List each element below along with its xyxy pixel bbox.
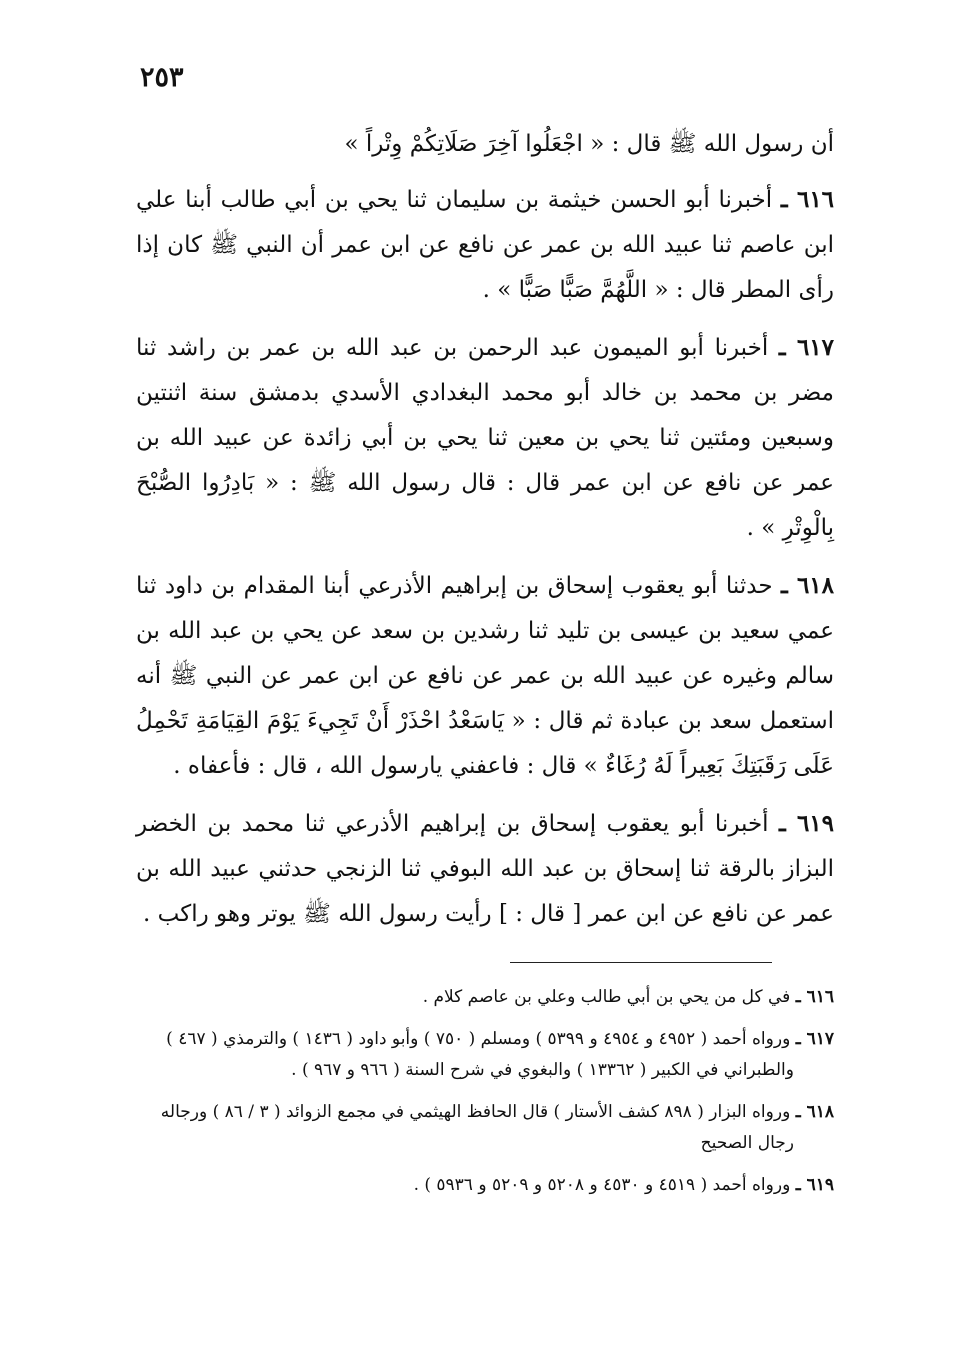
hadith-text: أخبرنا أبو الحسن خيثمة بن سليمان ثنا يحي بن أبي طالب أبنا علي ابن عاصم ثنا عبيد الله بن عمر عن نافع عن ابن عمر أن النبي ﷺ كان إذا رأى المطر قال : « اللَّهُمَّ صَبًّا صَبًّا » . (136, 187, 834, 303)
paragraph-continuation (136, 122, 834, 167)
hadith-number: ٦١٩ ـ (779, 810, 835, 837)
main-text (136, 122, 834, 949)
hadith-618 (136, 563, 834, 789)
footnote-619 (136, 1170, 834, 1201)
footnotes (136, 982, 834, 1212)
footnote-number: ٦١٧ ـ (795, 1029, 834, 1049)
footnote-continuation: والطبراني في الكبير ( ١٣٣٦٢ ) والبغوي في شرح السنة ( ٩٦٦ و ٩٦٧ ) . (291, 1060, 794, 1080)
hadith-text: حدثنا أبو يعقوب إسحاق بن إبراهيم الأذرعي أبنا المقدام بن داود ثنا عمي سعيد بن عيسى بن تليد ثنا رشدين بن سعد عن يحي بن عبد الله بن سالم وغيره عن عبيد الله بن عمر عن نافع عن ابن عمر عن النبي ﷺ أنه استعمل سعد بن عبادة ثم قال : « يَاسَعْدُ احْذَرْ أَنْ تَجِيءَ يَوْمَ القِيَامَةِ تَحْمِلُ عَلَى رَقَبَتِكَ بَعِيراً لَهُ رُغَاءٌ » قال : فاعفني يارسول الله ، قال : فأعفاه . (136, 573, 834, 779)
footnote-text: في كل من يحي بن أبي طالب وعلي بن عاصم كلام . (422, 987, 791, 1007)
footnote-text: ورواه أحمد ( ٤٩٥٢ و ٤٩٥٤ و ٥٣٩٩ ) ومسلم ( ٧٥٠ ) وأبو داود ( ١٤٣٦ ) والترمذي ( ٤٦٧ ) (166, 1029, 791, 1049)
footnote-618 (136, 1097, 834, 1159)
footnote-divider (510, 962, 772, 963)
paragraph-text: أن رسول الله ﷺ قال : « اجْعَلُوا آخِرَ صَلَاتِكُمْ وِتْراً » (344, 131, 834, 157)
footnote-text: ورواه البزار ( ٨٩٨ كشف الأستار ) قال الحافظ الهيثمي في مجمع الزوائد ( ٣ / ٨٦ ) ورجاله (160, 1102, 791, 1122)
hadith-number: ٦١٨ ـ (781, 572, 835, 599)
footnote-number: ٦١٩ ـ (795, 1175, 834, 1195)
footnote-616 (136, 982, 834, 1013)
footnote-text: ورواه أحمد ( ٤٥١٩ و ٤٥٣٠ و ٥٢٠٨ و ٥٢٠٩ و ٥٩٣٦ ) . (413, 1175, 791, 1195)
hadith-617 (136, 325, 834, 551)
footnote-continuation: رجال الصحيح (700, 1133, 794, 1153)
hadith-616 (136, 177, 834, 313)
footnote-number: ٦١٦ ـ (795, 987, 834, 1007)
page-number: ٢٥٣ (140, 62, 184, 93)
hadith-number: ٦١٧ ـ (778, 334, 834, 361)
footnote-617 (136, 1024, 834, 1086)
hadith-number: ٦١٦ ـ (780, 186, 835, 213)
hadith-619 (136, 801, 834, 937)
hadith-text: أخبرنا أبو يعقوب إسحاق بن إبراهيم الأذرعي ثنا محمد بن الخضر البزاز بالرقة ثنا إسحاق بن عبد الله البوفي ثنا الزنجي حدثني عبيد الله بن عمر عن نافع عن ابن عمر [ قال : ] رأيت رسول الله ﷺ يوتر وهو راكب . (136, 811, 834, 927)
hadith-text: أخبرنا أبو الميمون عبد الرحمن بن عبد الله بن عمر بن راشد ثنا مضر بن محمد بن خالد أبو محمد البغدادي الأسدي بدمشق سنة اثنتين وسبعين ومئتين ثنا يحي بن معين ثنا يحي بن أبي زائدة عن عبيد الله بن عمر عن نافع عن ابن عمر قال : قال رسول الله ﷺ : « بَادِرُوا الصُّبْحَ بِالْوِتْرِ » . (136, 335, 834, 541)
footnote-number: ٦١٨ ـ (795, 1102, 834, 1122)
